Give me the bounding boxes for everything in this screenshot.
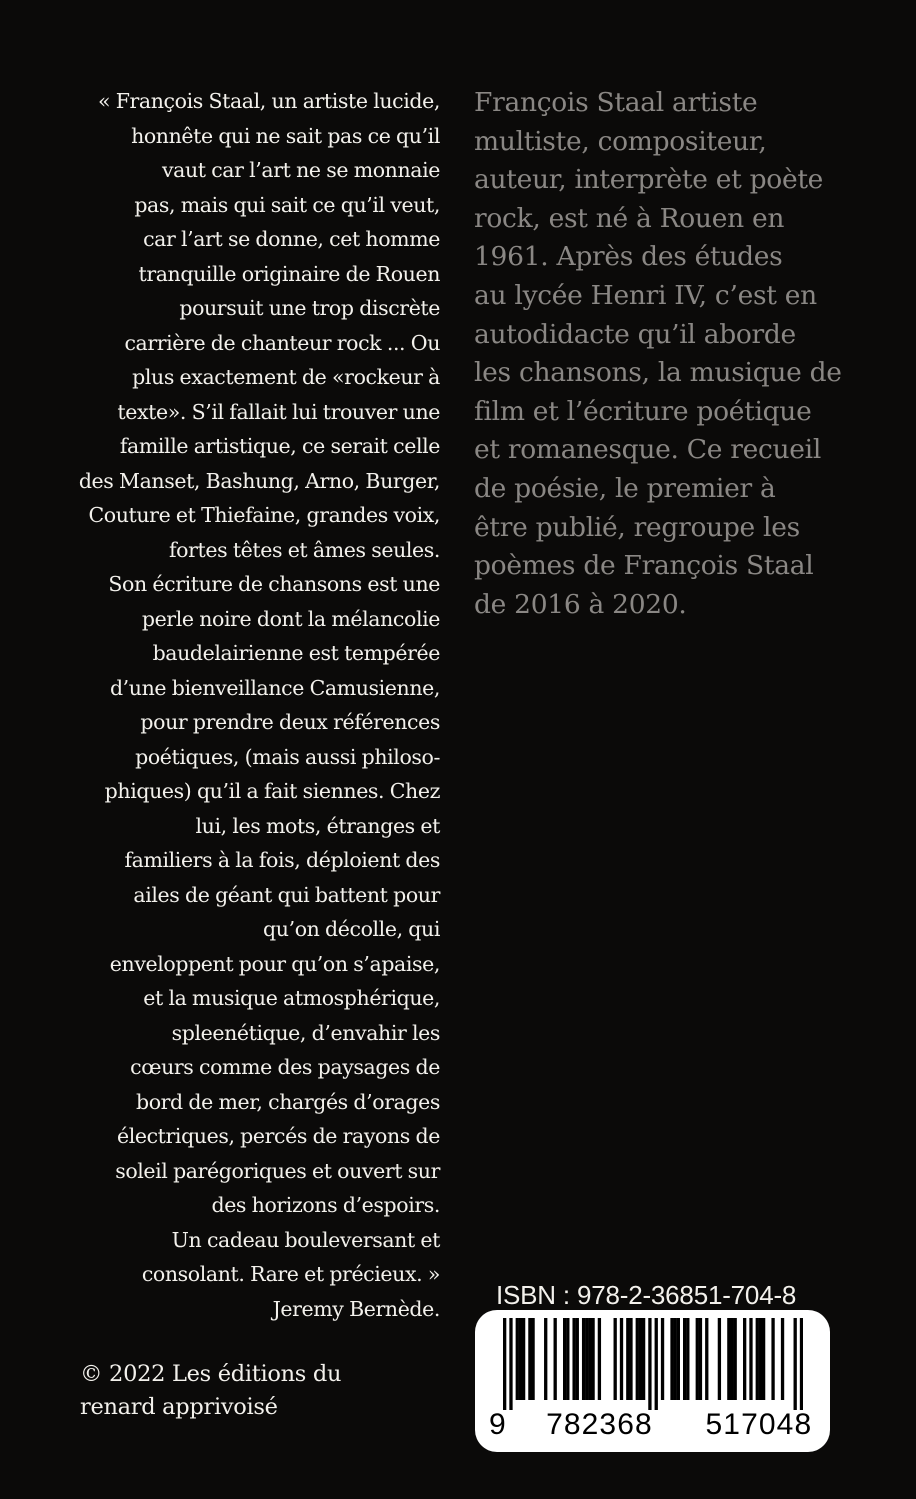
barcode-bar: [759, 1318, 762, 1400]
barcode-bar: [696, 1318, 699, 1400]
quote-line: phiques) qu’il a fait siennes. Chez: [104, 779, 440, 803]
barcode-bar: [554, 1318, 557, 1400]
barcode-bar: [614, 1318, 617, 1400]
barcode-bar: [730, 1318, 733, 1400]
barcode-digit-lead: 9: [489, 1408, 507, 1441]
quote-line: tranquille originaire de Rouen: [138, 261, 440, 286]
barcode-bar: [727, 1318, 730, 1400]
barcode-bar: [677, 1318, 680, 1400]
quote-line: qu’on décolle, qui: [263, 917, 440, 941]
barcode-bar: [670, 1318, 673, 1400]
barcode-bar: [629, 1318, 632, 1400]
quote-line: spleenétique, d’envahir les: [171, 1020, 440, 1045]
barcode-bar: [582, 1318, 585, 1400]
barcode-bar: [544, 1318, 547, 1400]
bio-line: film et l’écriture poétique: [474, 395, 812, 427]
barcode-bar: [528, 1318, 531, 1400]
bio-line: François Staal artiste: [474, 87, 758, 118]
barcode-bar: [598, 1318, 601, 1400]
barcode-bar: [566, 1318, 569, 1400]
quote-line: texte». S’il fallait lui trouver une: [117, 399, 440, 424]
quote-line: électriques, percés de rayons de: [116, 1124, 440, 1148]
quote-line: plus exactement de «rockeur à: [132, 365, 440, 389]
isbn-label: ISBN : 978-2-36851-704-8: [496, 1280, 797, 1310]
barcode-bar: [800, 1318, 803, 1410]
quote-line: Son écriture de chansons est une: [108, 572, 440, 596]
barcode-digits-right: 517048: [705, 1408, 813, 1441]
quote-block: [56, 84, 440, 1326]
barcode-bar: [591, 1318, 594, 1400]
barcode-bar: [588, 1318, 591, 1400]
quote-line: familiers à la fois, déploient des: [124, 848, 440, 872]
barcode-bar: [636, 1318, 639, 1400]
bio-line: poèmes de François Staal: [474, 550, 814, 582]
quote-line: lui, les mots, étranges et: [195, 813, 440, 838]
bio-line: rock, est né à Rouen en: [474, 202, 785, 234]
quote-line: des Manset, Bashung, Arno, Burger,: [78, 468, 440, 493]
barcode-bar: [771, 1318, 774, 1400]
quote-line: pour prendre deux références: [140, 710, 440, 734]
author-bio: [474, 84, 894, 624]
quote-line: consolant. Rare et précieux. »: [141, 1262, 440, 1286]
quote-line: carrière de chanteur rock ... Ou: [124, 330, 440, 355]
quote-line: soleil parégoriques et ouvert sur: [115, 1158, 440, 1183]
bio-line: de 2016 à 2020.: [474, 588, 687, 620]
barcode-bars: [503, 1318, 803, 1410]
barcode-bar: [705, 1318, 708, 1400]
barcode-bar: [734, 1318, 737, 1400]
barcode-bar: [639, 1318, 642, 1400]
barcode-digits: [489, 1408, 819, 1442]
barcode-bar: [576, 1318, 579, 1400]
barcode: [475, 1310, 830, 1452]
barcode-bar: [516, 1318, 519, 1400]
barcode-bar: [503, 1318, 506, 1410]
barcode-digits-left: 782368: [546, 1408, 653, 1441]
quote-line: fortes têtes et âmes seules.: [168, 537, 440, 562]
barcode-bar: [519, 1318, 522, 1400]
bio-line: de poésie, le premier à: [474, 472, 776, 504]
quote-line: Un cadeau bouleversant et: [171, 1227, 440, 1252]
copyright-line-2: renard apprivoisé: [80, 1394, 278, 1420]
quote-line: famille artistique, ce serait celle: [119, 434, 440, 458]
barcode-bar: [522, 1318, 525, 1400]
bio-line: autodidacte qu’il aborde: [474, 318, 796, 350]
barcode-bar: [718, 1318, 721, 1400]
barcode-bar: [699, 1318, 702, 1400]
quote-line: enveloppent pour qu’on s’apaise,: [109, 951, 440, 976]
barcode-bar: [620, 1318, 623, 1400]
bio-line: être publié, regroupe les: [474, 511, 800, 543]
quote-line: baudelairienne est tempérée: [152, 641, 440, 665]
barcode-bar: [781, 1318, 784, 1400]
barcode-bar: [686, 1318, 689, 1400]
quote-line: poursuit une trop discrète: [179, 296, 440, 320]
barcode-bar: [563, 1318, 566, 1400]
barcode-bar: [655, 1318, 658, 1410]
barcode-bar: [749, 1318, 752, 1400]
barcode-bar: [648, 1318, 651, 1410]
quote-line: ailes de géant qui battent pour: [133, 882, 440, 907]
quote-line: honnête qui ne sait pas ce qu’il: [131, 123, 440, 148]
barcode-bar: [762, 1318, 765, 1400]
copyright-line-1: © 2022 Les éditions du: [80, 1361, 342, 1387]
quote-line: Jeremy Bernède.: [272, 1296, 440, 1321]
quote-line: poétiques, (mais aussi philoso-: [135, 744, 440, 769]
quote-line: pas, mais qui sait ce qu’il veut,: [134, 192, 440, 217]
barcode-bar: [661, 1318, 664, 1400]
copyright-notice: [80, 1358, 420, 1424]
quote-line: d’une bienveillance Camusienne,: [109, 675, 440, 700]
quote-line: cœurs comme des paysages de: [130, 1055, 440, 1079]
bio-line: au lycée Henri IV, c’est en: [474, 279, 817, 311]
barcode-bar: [572, 1318, 575, 1400]
barcode-bar: [642, 1318, 645, 1400]
bio-line: et romanesque. Ce recueil: [474, 434, 821, 466]
barcode-bar: [683, 1318, 686, 1400]
barcode-bar: [531, 1318, 534, 1400]
quote-line: bord de mer, chargés d’orages: [135, 1089, 440, 1114]
bio-line: multiste, compositeur,: [474, 125, 767, 157]
barcode-bar: [794, 1318, 797, 1410]
quote-line: perle noire dont la mélancolie: [141, 606, 440, 631]
barcode-bar: [674, 1318, 677, 1400]
barcode-bar: [756, 1318, 759, 1400]
bio-line: les chansons, la musique de: [474, 357, 842, 389]
barcode-bar: [585, 1318, 588, 1400]
quote-line: vaut car l’art ne se monnaie: [161, 158, 440, 182]
bio-line: 1961. Après des études: [474, 241, 783, 273]
barcode-bar: [626, 1318, 629, 1400]
quote-line: Couture et Thiefaine, grandes voix,: [88, 503, 440, 527]
quote-line: des horizons d’espoirs.: [211, 1193, 440, 1217]
bio-line: auteur, interprète et poète: [474, 164, 824, 196]
barcode-bar: [743, 1318, 746, 1400]
barcode-bar: [509, 1318, 512, 1410]
quote-line: et la musique atmosphérique,: [143, 986, 440, 1010]
quote-line: car l’art se donne, cet homme: [143, 227, 440, 251]
quote-line: « François Staal, un artiste lucide,: [97, 89, 440, 113]
